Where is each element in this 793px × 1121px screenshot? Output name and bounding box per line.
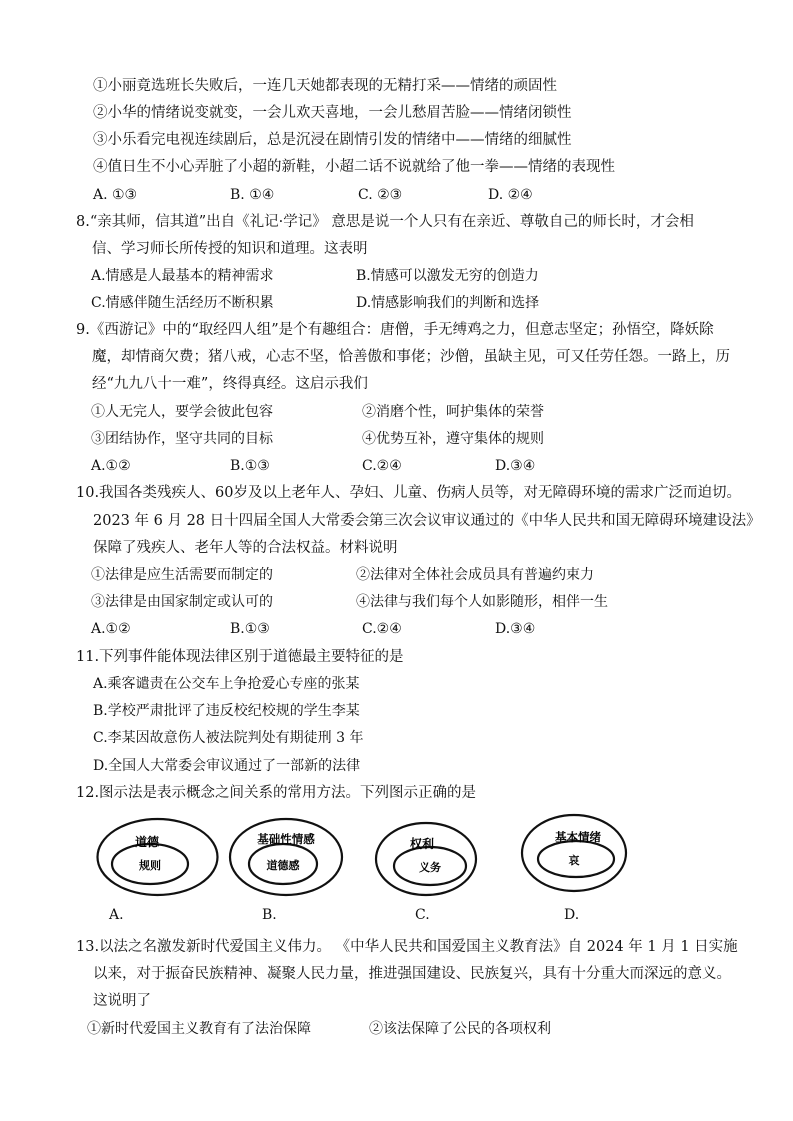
diagram-d-outer-label: 基本情绪	[555, 830, 601, 844]
diagram-a	[95, 815, 220, 899]
q13-stem-line-3: 这说明了	[93, 993, 151, 1009]
q10-choice-b[interactable]: B.①③	[230, 621, 270, 637]
q10-choice-d[interactable]: D.③④	[495, 621, 536, 637]
q13-item-1: ①新时代爱国主义教育有了法治保障	[87, 1021, 311, 1037]
q10-choice-a[interactable]: A.①②	[91, 621, 131, 637]
q7-choice-b[interactable]: B. ①④	[230, 187, 275, 203]
q9-choice-d[interactable]: D.③④	[495, 458, 536, 474]
q10-choice-c[interactable]: C.②④	[362, 621, 402, 637]
q10-stem-line-2: 2023 年 6 月 28 日十四届全国人大常委会第三次会议审议通过的《中华人民共和国无障碍环境建设法》	[93, 513, 761, 529]
q9-item-1: ①人无完人，要学会彼此包容	[91, 404, 273, 420]
q11-stem: 11.下列事件能体现法律区别于道德最主要特征的是	[76, 649, 404, 665]
diagram-c-inner-label: 义务	[419, 861, 441, 874]
q7-item-3: ③小乐看完电视连续剧后，总是沉浸在剧情引发的情绪中——情绪的细腻性	[93, 132, 572, 148]
q10-stem-line-1: 10.我国各类残疾人、60岁及以上老年人、孕妇、儿童、伤病人员等，对无障碍环境的需求广泛而迫切。	[76, 485, 742, 501]
q9-choice-a[interactable]: A.①②	[91, 458, 131, 474]
q9-choice-c[interactable]: C.②④	[362, 458, 402, 474]
q7-choice-d[interactable]: D. ②④	[488, 187, 533, 203]
q9-stem-line-3: 经“九九八十一难”，终得真经。这启示我们	[92, 376, 368, 392]
q8-stem-line-2: 信、学习师长所传授的知识和道理。这表明	[92, 241, 368, 257]
q9-stem-line-1: 9.《西游记》中的“取经四人组”是个有趣组合：唐僧，手无缚鸡之力，但意志坚定；孙悟空，降妖除	[76, 322, 714, 338]
q10-item-2: ②法律对全体社会成员具有普遍约束力	[356, 567, 594, 583]
diagram-a-outer-label: 道德	[134, 835, 160, 849]
diagram-b-inner-label: 道德感	[266, 859, 300, 872]
q7-item-1: ①小丽竟选班长失败后，一连几天她都表现的无精打采——情绪的顽固性	[93, 78, 557, 94]
diagram-c	[372, 815, 497, 899]
diagram-d	[520, 811, 645, 895]
q11-choice-d[interactable]: D.全国人大常委会审议通过了一部新的法律	[93, 758, 361, 774]
diagram-d-inner-label: 哀	[568, 854, 580, 867]
q13-stem-line-2: 以来，对于振奋民族精神、凝聚人民力量，推进强国建设、民族复兴，具有十分重大而深远的意义。	[93, 966, 731, 982]
diagram-a-inner-label: 规则	[139, 859, 161, 872]
q7-choice-c[interactable]: C. ②③	[358, 187, 403, 203]
q10-item-4: ④法律与我们每个人如影随形，相伴一生	[356, 594, 608, 610]
diagram-a-letter[interactable]: A.	[109, 907, 124, 923]
q11-choice-c[interactable]: C.李某因故意伤人被法院判处有期徒刑 3 年	[93, 730, 364, 746]
q8-stem-line-1: 8.“亲其师，信其道”出自《礼记·学记》 意思是说一个人只有在亲近、尊敬自己的师长时，才会相	[76, 214, 694, 230]
q8-choice-c[interactable]: C.情感伴随生活经历不断积累	[91, 295, 274, 311]
q7-choice-a[interactable]: A. ①③	[93, 187, 138, 203]
q8-choice-d[interactable]: D.情感影响我们的判断和选择	[356, 295, 540, 311]
q11-choice-a[interactable]: A.乘客谴责在公交车上争抢爱心专座的张某	[93, 676, 360, 692]
q9-stem-line-2: 魔，却情商欠费；猪八戒，心志不坚，恰善傲和事佬；沙僧，虽缺主见，可又任劳任怨。一路上，历	[92, 349, 730, 365]
q10-item-1: ①法律是应生活需要而制定的	[91, 567, 273, 583]
q12-stem: 12.图示法是表示概念之间关系的常用方法。下列图示正确的是	[76, 785, 477, 801]
q7-item-4: ④值日生不小心弄脏了小超的新鞋，小超二话不说就给了他一拳——情绪的表现性	[93, 159, 615, 175]
q8-choice-a[interactable]: A.情感是人最基本的精神需求	[91, 268, 274, 284]
q10-item-3: ③法律是由国家制定或认可的	[91, 594, 273, 610]
q9-item-2: ②消磨个性，呵护集体的荣誉	[362, 404, 544, 420]
q8-choice-b[interactable]: B.情感可以激发无穷的创造力	[356, 268, 539, 284]
q13-stem-line-1: 13.以法之名激发新时代爱国主义伟力。 《中华人民共和国爱国主义教育法》自 2024 年 1 月 1 日实施	[76, 939, 738, 955]
q11-choice-b[interactable]: B.学校严肃批评了违反校纪校规的学生李某	[93, 703, 360, 719]
q9-item-4: ④优势互补，遵守集体的规则	[362, 431, 544, 447]
q10-stem-line-3: 保障了残疾人、老年人等的合法权益。材料说明	[93, 540, 398, 556]
q7-item-2: ②小华的情绪说变就变，一会儿欢天喜地，一会儿愁眉苦脸——情绪闭锁性	[93, 105, 572, 121]
q9-item-3: ③团结协作，坚守共同的目标	[91, 431, 273, 447]
diagram-c-outer-label: 权利	[409, 837, 435, 851]
diagram-b	[228, 815, 353, 899]
q13-item-2: ②该法保障了公民的各项权利	[369, 1021, 551, 1037]
q9-choice-b[interactable]: B.①③	[230, 458, 270, 474]
diagram-b-letter[interactable]: B.	[262, 907, 277, 923]
diagram-d-letter[interactable]: D.	[564, 907, 580, 923]
diagram-b-outer-label: 基础性情感	[257, 832, 315, 846]
diagram-c-letter[interactable]: C.	[415, 907, 430, 923]
